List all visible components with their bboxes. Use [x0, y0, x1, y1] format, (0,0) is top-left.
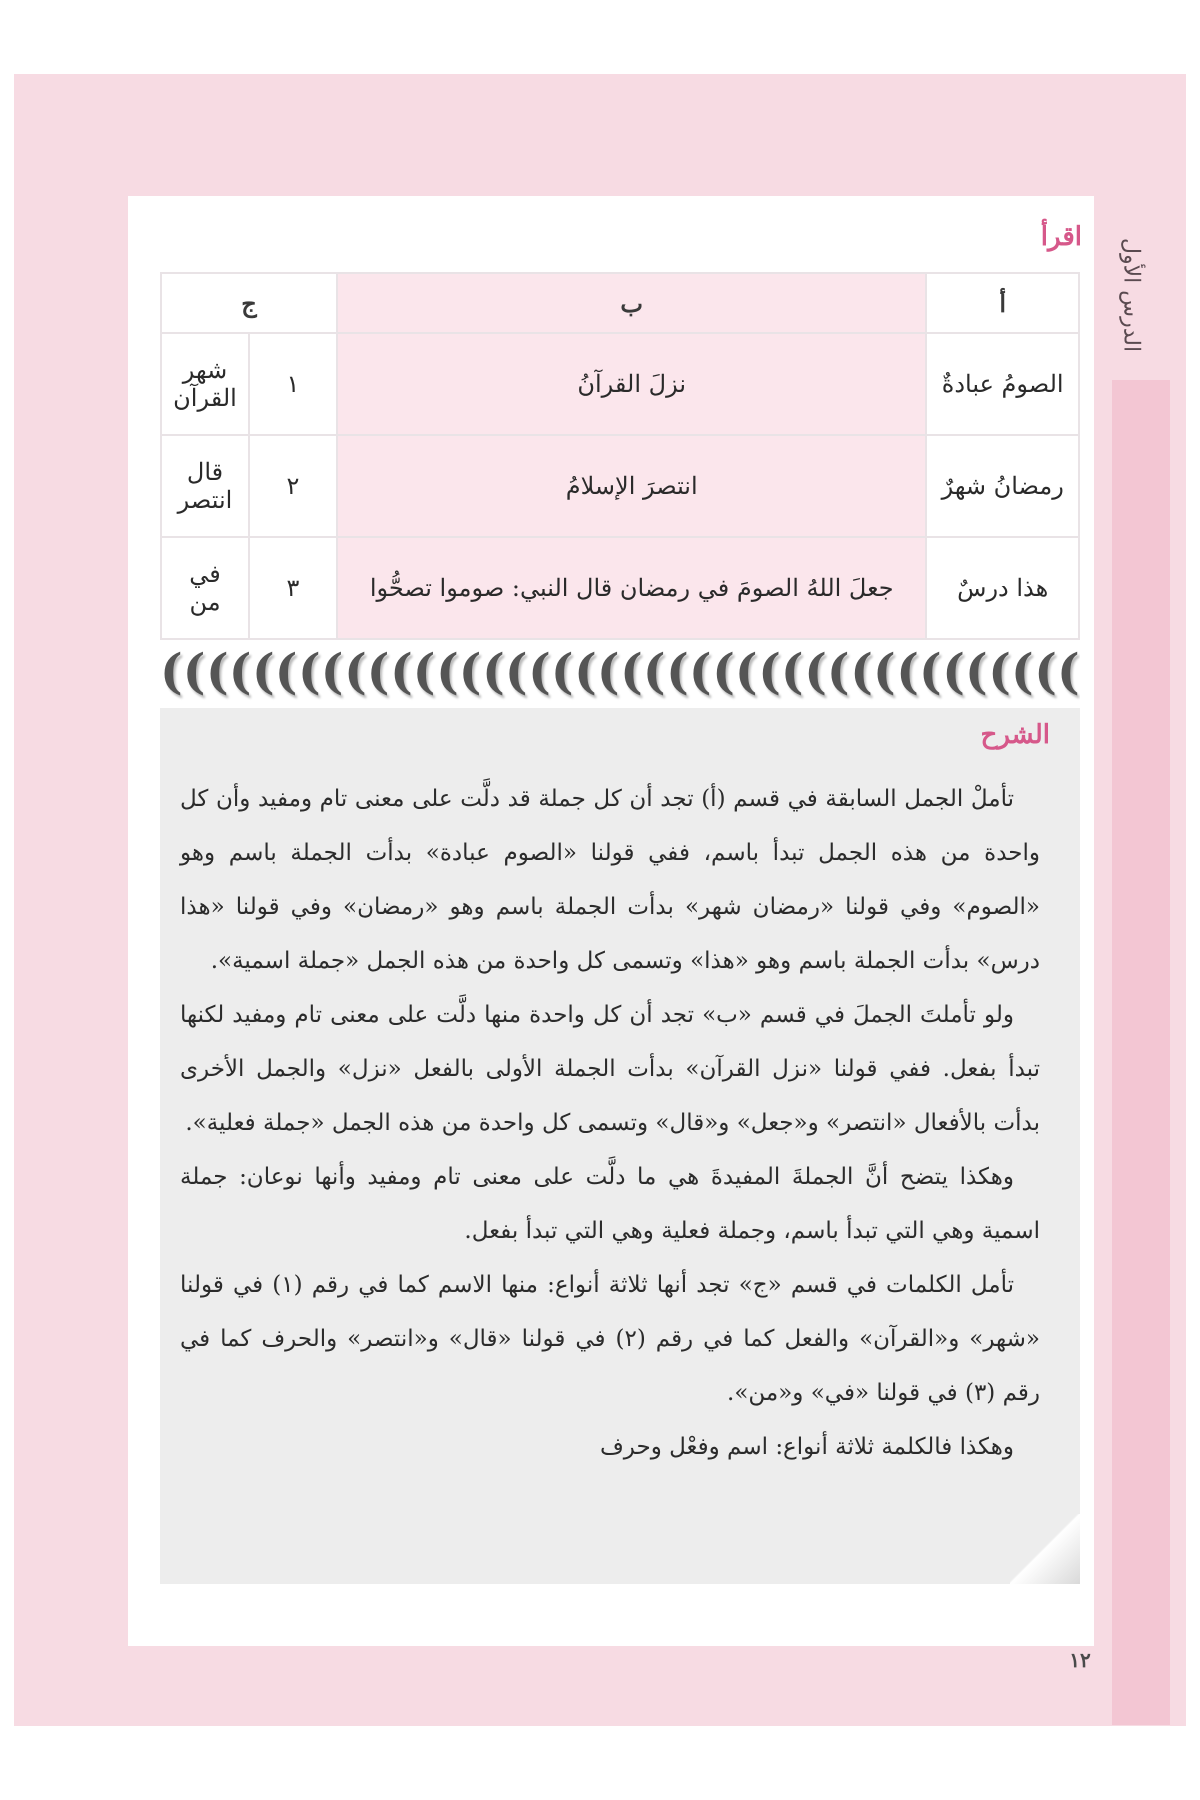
- explanation-paragraph: ولو تأملتَ الجملَ في قسم «ب» تجد أن كل واحدة منها دلَّت على معنى تام ومفيد لكنها تبدأ بفعل. ففي قولنا «نزل القرآن» بدأت الجملة الأولى بالفعل «نزل» والجمل الأخرى بدأت بالأفعال «انتصر» و«جعل» و«قال» وتسمى كل واحدة من هذه الجمل «جملة فعلية».: [180, 1002, 1040, 1136]
- separator-ornament: ((: [620, 644, 666, 700]
- table-row: [161, 333, 1079, 435]
- separator-ornament: ((: [252, 644, 298, 700]
- separator-ornament: ((: [482, 644, 528, 700]
- separator-ornament: ((: [436, 644, 482, 700]
- separator-ornament: ((: [298, 644, 344, 700]
- explanation-heading: الشرح: [980, 720, 1050, 750]
- cell-a: هذا درسٌ: [926, 537, 1079, 639]
- table-header-row: [161, 273, 1079, 333]
- side-strip: [1112, 380, 1170, 1725]
- separator-ornament: ((: [804, 644, 850, 700]
- explanation-text: [180, 772, 1040, 1474]
- header-col-c: ج: [161, 273, 337, 333]
- separator-ornament: ((: [942, 644, 988, 700]
- separator-ornament: ((: [206, 644, 252, 700]
- decorative-separator: [160, 642, 1080, 702]
- separator-ornament: ((: [896, 644, 942, 700]
- cell-b: انتصرَ الإسلامُ: [337, 435, 926, 537]
- separator-ornament: ((: [390, 644, 436, 700]
- explanation-paragraph: تأمل الكلمات في قسم «ج» تجد أنها ثلاثة أنواع: منها الاسم كما في رقم (١) في قولنا «شهر» و«القرآن» والفعل كما في رقم (٢) في قولنا «قال» و«انتصر» والحرف كما في رقم (٣) في قولنا «في» و«من».: [180, 1272, 1040, 1406]
- separator-ornament: ((: [1034, 644, 1080, 700]
- page-number: ١٢: [1069, 1648, 1091, 1672]
- cell-number: ٣: [249, 537, 337, 639]
- separator-ornament: ((: [574, 644, 620, 700]
- lesson-side-tab: [1106, 210, 1156, 380]
- explanation-paragraph: وهكذا فالكلمة ثلاثة أنواع: اسم وفعْل وحرف: [599, 1434, 1014, 1460]
- page-curl: [1010, 1514, 1080, 1584]
- cell-number: ٢: [249, 435, 337, 537]
- cell-c: في من: [161, 537, 249, 639]
- cell-a: الصومُ عبادةٌ: [926, 333, 1079, 435]
- cell-a: رمضانُ شهرٌ: [926, 435, 1079, 537]
- bottom-band: [14, 1646, 1094, 1726]
- header-col-b: ب: [337, 273, 926, 333]
- separator-ornament: ((: [758, 644, 804, 700]
- read-heading: اقرأ: [1040, 222, 1082, 252]
- cell-c: قال انتصر: [161, 435, 249, 537]
- separator-ornament: ((: [988, 644, 1034, 700]
- table-row: [161, 537, 1079, 639]
- separator-ornament: ((: [712, 644, 758, 700]
- cell-number: ١: [249, 333, 337, 435]
- explanation-paragraph: وهكذا يتضح أنَّ الجملةَ المفيدةَ هي ما دلَّت على معنى تام ومفيد وأنها نوعان: جملة اسمية وهي التي تبدأ باسم، وجملة فعلية وهي التي تبدأ بفعل.: [180, 1164, 1040, 1244]
- explanation-paragraph: تأملْ الجمل السابقة في قسم (أ) تجد أن كل جملة قد دلَّت على معنى تام ومفيد وأن كل واحدة من هذه الجمل تبدأ باسم، ففي قولنا «الصوم عبادة» بدأت الجملة باسم وهو «الصوم» وفي قولنا «رمضان شهر» بدأت الجملة باسم وهو «رمضان» وفي قولنا «هذا درس» بدأت الجملة باسم وهو «هذا» وتسمى كل واحدة من هذه الجمل «جملة اسمية».: [180, 786, 1040, 974]
- header-col-a: أ: [926, 273, 1079, 333]
- separator-ornament: ((: [666, 644, 712, 700]
- cell-b: نزلَ القرآنُ: [337, 333, 926, 435]
- table-row: [161, 435, 1079, 537]
- cell-b: جعلَ اللهُ الصومَ في رمضان قال النبي: صوموا تصحُّوا: [337, 537, 926, 639]
- separator-ornament: ((: [528, 644, 574, 700]
- examples-table: [160, 272, 1080, 640]
- cell-c: شهر القرآن: [161, 333, 249, 435]
- separator-ornament: ((: [344, 644, 390, 700]
- lesson-side-tab-label: الدرس الأول: [1118, 237, 1144, 353]
- separator-ornament: ((: [850, 644, 896, 700]
- separator-ornament: ((: [160, 644, 206, 700]
